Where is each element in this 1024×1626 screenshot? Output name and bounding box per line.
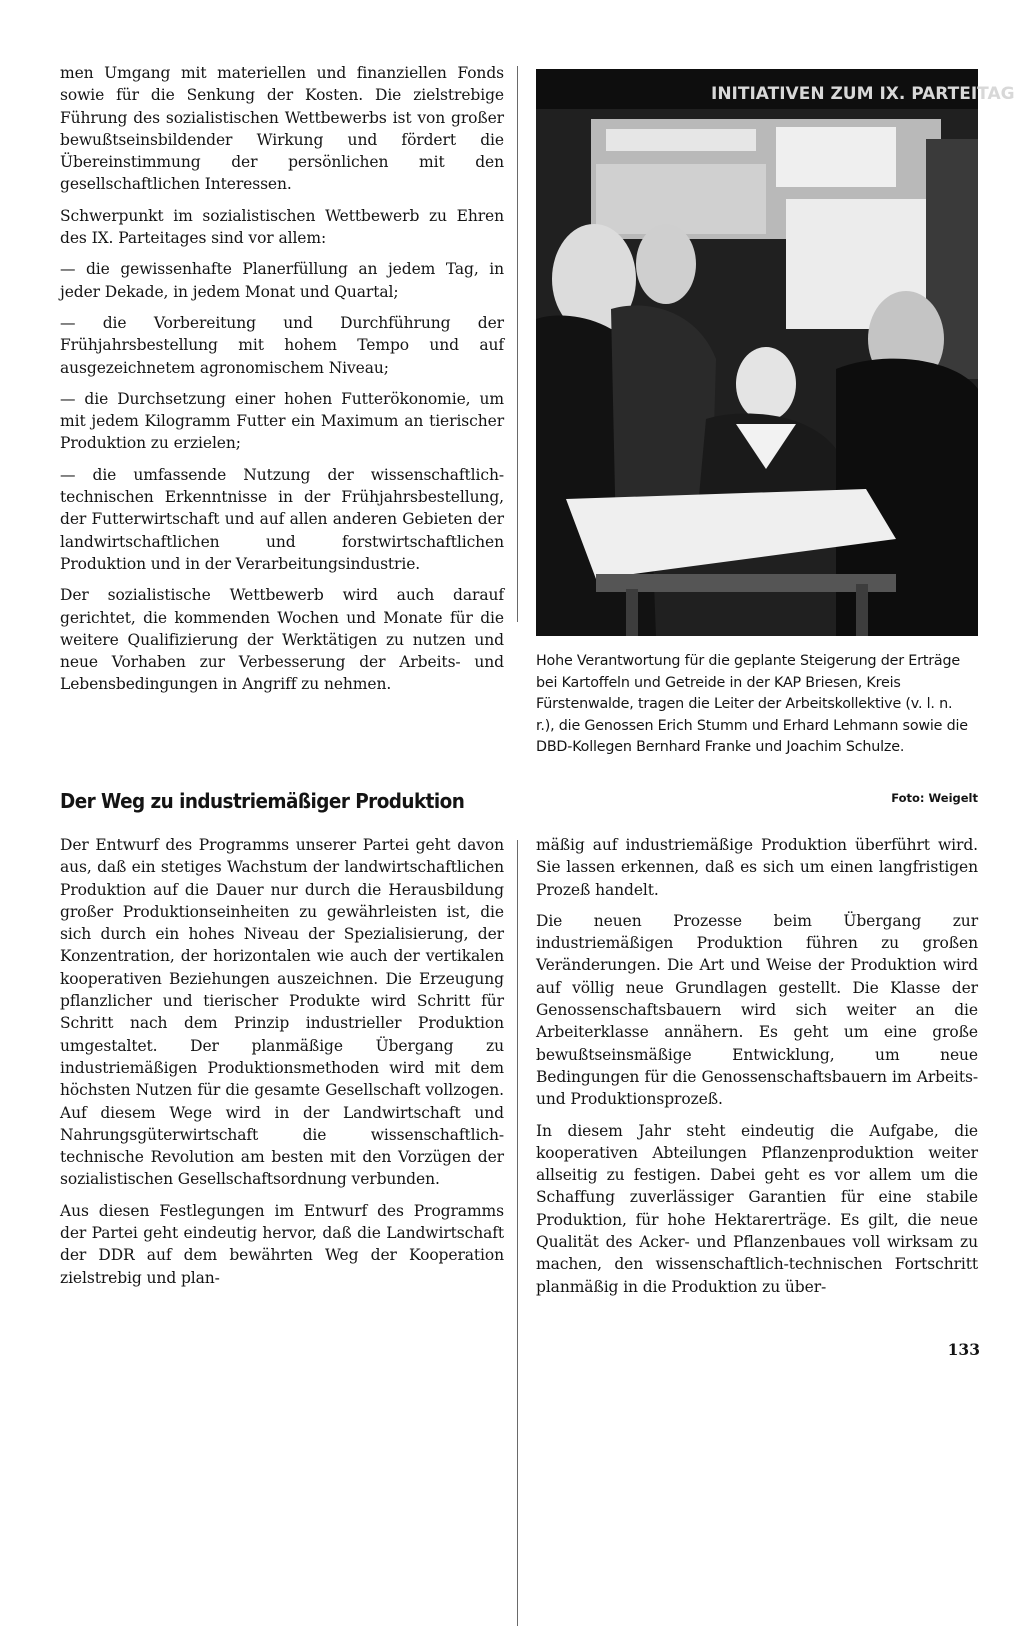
paragraph: Die neuen Prozesse beim Übergang zur industriemäßigen Produktion führen zu großen Veränderungen. Die Art und Weise der Produktion wird auf völlig neue Grundlagen gestellt. Die Klasse der Genossenschaftsbauern wird sich weiter an die Arbeiterklasse annähern. Es geht um eine große bewußtseinsmäßige Entwicklung, um neue Bedingungen für die Genossenschaftsbauern im Arbeits- und Produktionsprozeß. <box>536 911 978 1109</box>
photo-credit: Foto: Weigelt <box>891 791 978 805</box>
paragraph: In diesem Jahr steht eindeutig die Aufgabe, die kooperativen Abteilungen Pflanzenproduktion weiter allseitig zu festigen. Dabei geht es vor allem um die Schaffung zuverlässiger Garantien für eine stabile Produktion, für hohe Hektarerträge. Es gilt, die neue Qualität des Acker- und Pflanzenbaues voll wirksam zu machen, den wissenschaftlich-technischen Fortschritt planmäßig in die Produktion zu über- <box>536 1121 978 1296</box>
photo-image <box>536 69 1015 636</box>
paragraph: men Umgang mit materiellen und finanziellen Fonds sowie für die Senkung der Kosten. Die zielstrebige Führung des sozialistischen Wettbewerbs ist von großer bewußtseinsbildender Wirkung und fördert die Übereinstimmung der persönlichen mit den gesellschaftlichen Interessen. <box>60 64 504 194</box>
text-column-left-bottom <box>60 834 504 1298</box>
page-number: 133 <box>947 1340 980 1359</box>
text-column-left-top <box>60 62 504 705</box>
column-divider <box>517 66 518 622</box>
paragraph: Aus diesen Festlegungen im Entwurf des Programms der Partei geht eindeutig hervor, daß die Landwirtschaft der DDR auf dem bewährten Weg der Kooperation zielstrebig und plan- <box>60 1201 504 1287</box>
list-item: — die Durchsetzung einer hohen Futterökonomie, um mit jedem Kilogramm Futter ein Maximum an tierischer Produktion zu erzielen; <box>60 389 504 453</box>
section-heading: Der Weg zu industriemäßiger Produktion <box>60 789 465 813</box>
list-item: — die umfassende Nutzung der wissenschaftlich-technischen Erkenntnisse in der Frühjahrsbestellung, der Futterwirtschaft und auf allen anderen Gebieten der landwirtschaftlichen und forstwirtschaftlichen Produktion und in der Verarbeitungsindustrie. <box>60 465 504 573</box>
paragraph: Der Entwurf des Programms unserer Partei geht davon aus, daß ein stetiges Wachstum der landwirtschaftlichen Produktion auf die Dauer nur durch die Herausbildung großer Produktionseinheiten zu gewährleisten ist, die sich durch ein hohes Niveau der Spezialisierung, der Konzentration, der horizontalen wie auch der vertikalen kooperativen Beziehungen auszeichnen. Die Erzeugung pflanzlicher und tierischer Produkte wird Schritt für Schritt nach dem Prinzip industrieller Produktion umgestaltet. Der planmäßige Übergang zu industriemäßigen Produktionsmethoden wird mit dem höchsten Nutzen für die gesamte Gesellschaft vollzogen. Auf diesem Wege wird in der Landwirtschaft und Nahrungsgüterwirtschaft die wissenschaftlich-technische Revolution am besten mit den Vorzügen der sozialistischen Gesellschaftsordnung verbunden. <box>60 836 504 1189</box>
paragraph: Der sozialistische Wettbewerb wird auch darauf gerichtet, die kommenden Wochen und Monate für die weitere Qualifizierung der Werktätigen zu nutzen und neue Vorhaben zur Verbesserung der Arbeits- und Lebensbedingungen in Angriff zu nehmen. <box>60 586 504 694</box>
banner-text: INITIATIVEN ZUM IX. PARTEITAG <box>711 84 1015 104</box>
text-column-right-bottom <box>536 834 978 1307</box>
photo-caption: Hohe Verantwortung für die geplante Steigerung der Erträge bei Kartoffeln und Getreide in der KAP Briesen, Kreis Fürstenwalde, tragen die Leiter der Arbeitskollektive (v. l. n. r.), die Genossen Erich Stumm und Erhard Lehmann sowie die DBD-Kollegen Bernhard Franke und Joachim Schulze. <box>536 652 968 756</box>
paragraph: Schwerpunkt im sozialistischen Wettbewerb zu Ehren des IX. Parteitages sind vor allem: <box>60 206 504 248</box>
list-item: — die Vorbereitung und Durchführung der Frühjahrsbestellung mit hohem Tempo und auf ausgezeichnetem agronomischem Niveau; <box>60 313 504 377</box>
photograph <box>536 69 1015 636</box>
paragraph: mäßig auf industriemäßige Produktion überführt wird. Sie lassen erkennen, daß es sich um einen langfristigen Prozeß handelt. <box>536 836 978 899</box>
column-divider <box>517 840 518 1626</box>
list-item: — die gewissenhafte Planerfüllung an jedem Tag, in jeder Dekade, in jedem Monat und Quartal; <box>60 260 504 301</box>
